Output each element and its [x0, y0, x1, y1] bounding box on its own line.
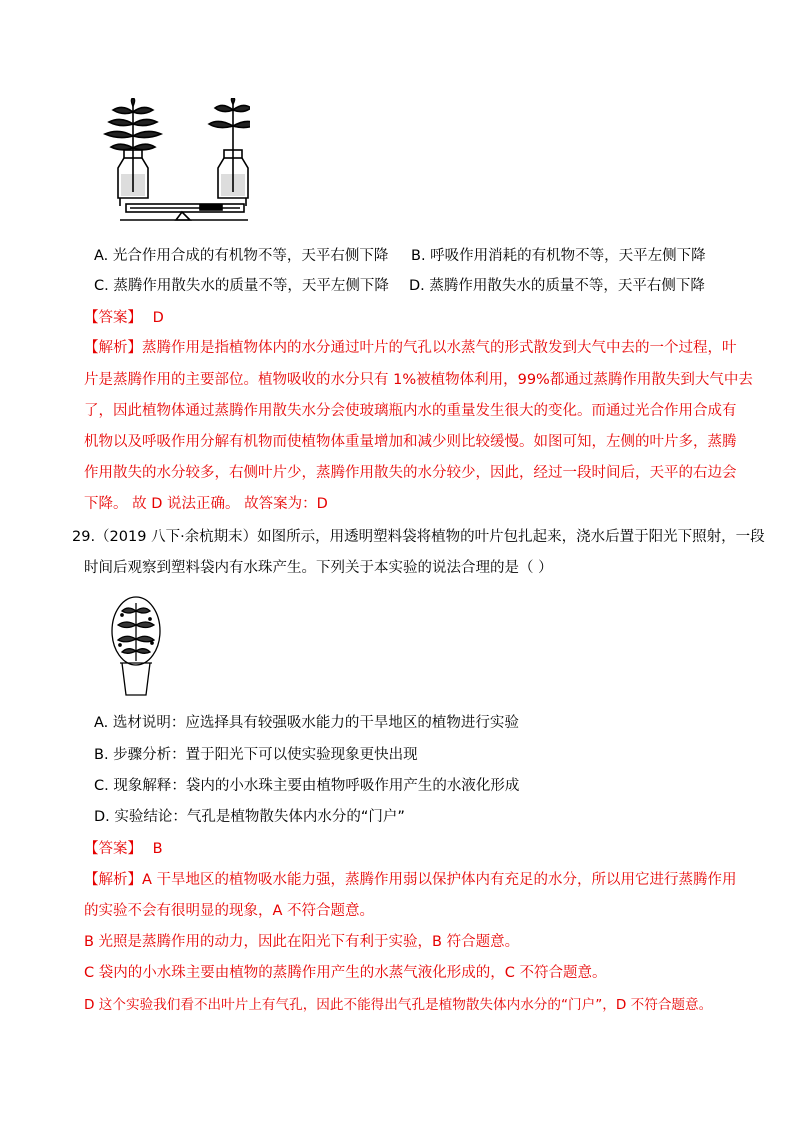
analysis-tag: 【解析】 [84, 872, 142, 888]
q28-option-c: C. 蒸腾作用散失水的质量不等，天平左侧下降 [94, 278, 389, 294]
q29-analysis-line-4: C 袋内的小水珠主要由植物的蒸腾作用产生的水蒸气液化形成的，C 不符合题意。 [84, 965, 607, 981]
q28-analysis-line-2: 片是蒸腾作用的主要部位。植物吸收的水分只有 1%被植物体利用，99%都通过蒸腾作用散失到大气中去 [84, 372, 753, 388]
answer-value: D [152, 310, 164, 326]
q29-analysis-line-1 [84, 870, 737, 890]
q29-option-c: C. 现象解释：袋内的小水珠主要由植物呼吸作用产生的水液化形成 [94, 778, 520, 794]
analysis-text: A 干旱地区的植物吸水能力强，蒸腾作用弱以保护体内有充足的水分，所以用它进行蒸腾作用 [142, 872, 737, 888]
q28-option-b: B. 呼吸作用消耗的有机物不等，天平左侧下降 [411, 248, 706, 264]
q29-option-b: B. 步骤分析：置于阳光下可以使实验现象更快出现 [94, 747, 418, 763]
analysis-tag: 【解析】 [84, 340, 142, 356]
answer-value: B [152, 841, 163, 857]
q29-analysis-line-2: 的实验不会有很明显的现象，A 不符合题意。 [84, 903, 375, 919]
q29-option-a: A. 选材说明：应选择具有较强吸水能力的干旱地区的植物进行实验 [94, 715, 519, 731]
q29-analysis-line-3: B 光照是蒸腾作用的动力，因此在阳光下有利于实验，B 符合题意。 [84, 934, 520, 950]
q28-analysis-line-3: 了，因此植物体通过蒸腾作用散失水分会使玻璃瓶内水的重量发生很大的变化。而通过光合作用合成有 [84, 403, 737, 419]
q29-stem-line-1: 29.（2019 八下·余杭期末）如图所示，用透明塑料袋将植物的叶片包扎起来，浇水后置于阳光下照射，一段 [72, 529, 765, 545]
balance-plants-figure [100, 98, 250, 233]
q28-option-d: D. 蒸腾作用散失水的质量不等，天平右侧下降 [409, 278, 705, 294]
q28-analysis-line-5: 作用散失的水分较多，右侧叶片少，蒸腾作用散失的水分较少，因此，经过一段时间后，天平的右边会 [84, 465, 737, 481]
q29-answer [84, 839, 163, 859]
q28-answer [84, 308, 164, 328]
q28-analysis-line-6: 下降。 故 D 说法正确。 故答案为：D [84, 496, 328, 512]
q28-analysis-line-1 [84, 338, 737, 358]
answer-tag: 【答案】 [84, 841, 142, 857]
q29-stem-line-2: 时间后观察到塑料袋内有水珠产生。下列关于本实验的说法合理的是（ ） [84, 560, 553, 576]
q28-option-a: A. 光合作用合成的有机物不等，天平右侧下降 [94, 248, 389, 264]
q29-analysis-line-5: D 这个实验我们看不出叶片上有气孔，因此不能得出气孔是植物散失体内水分的“门户”，D 不符合题意。 [84, 997, 713, 1013]
q29-option-d: D. 实验结论：气孔是植物散失体内水分的“门户” [94, 809, 405, 825]
analysis-text: 蒸腾作用是指植物体内的水分通过叶片的气孔以水蒸气的形式散发到大气中去的一个过程，叶 [142, 340, 737, 356]
answer-tag: 【答案】 [84, 310, 142, 326]
bagged-plant-figure [106, 595, 166, 697]
q28-analysis-line-4: 机物以及呼吸作用分解有机物而使植物体重量增加和减少则比较缓慢。如图可知，左侧的叶片多，蒸腾 [84, 434, 737, 450]
